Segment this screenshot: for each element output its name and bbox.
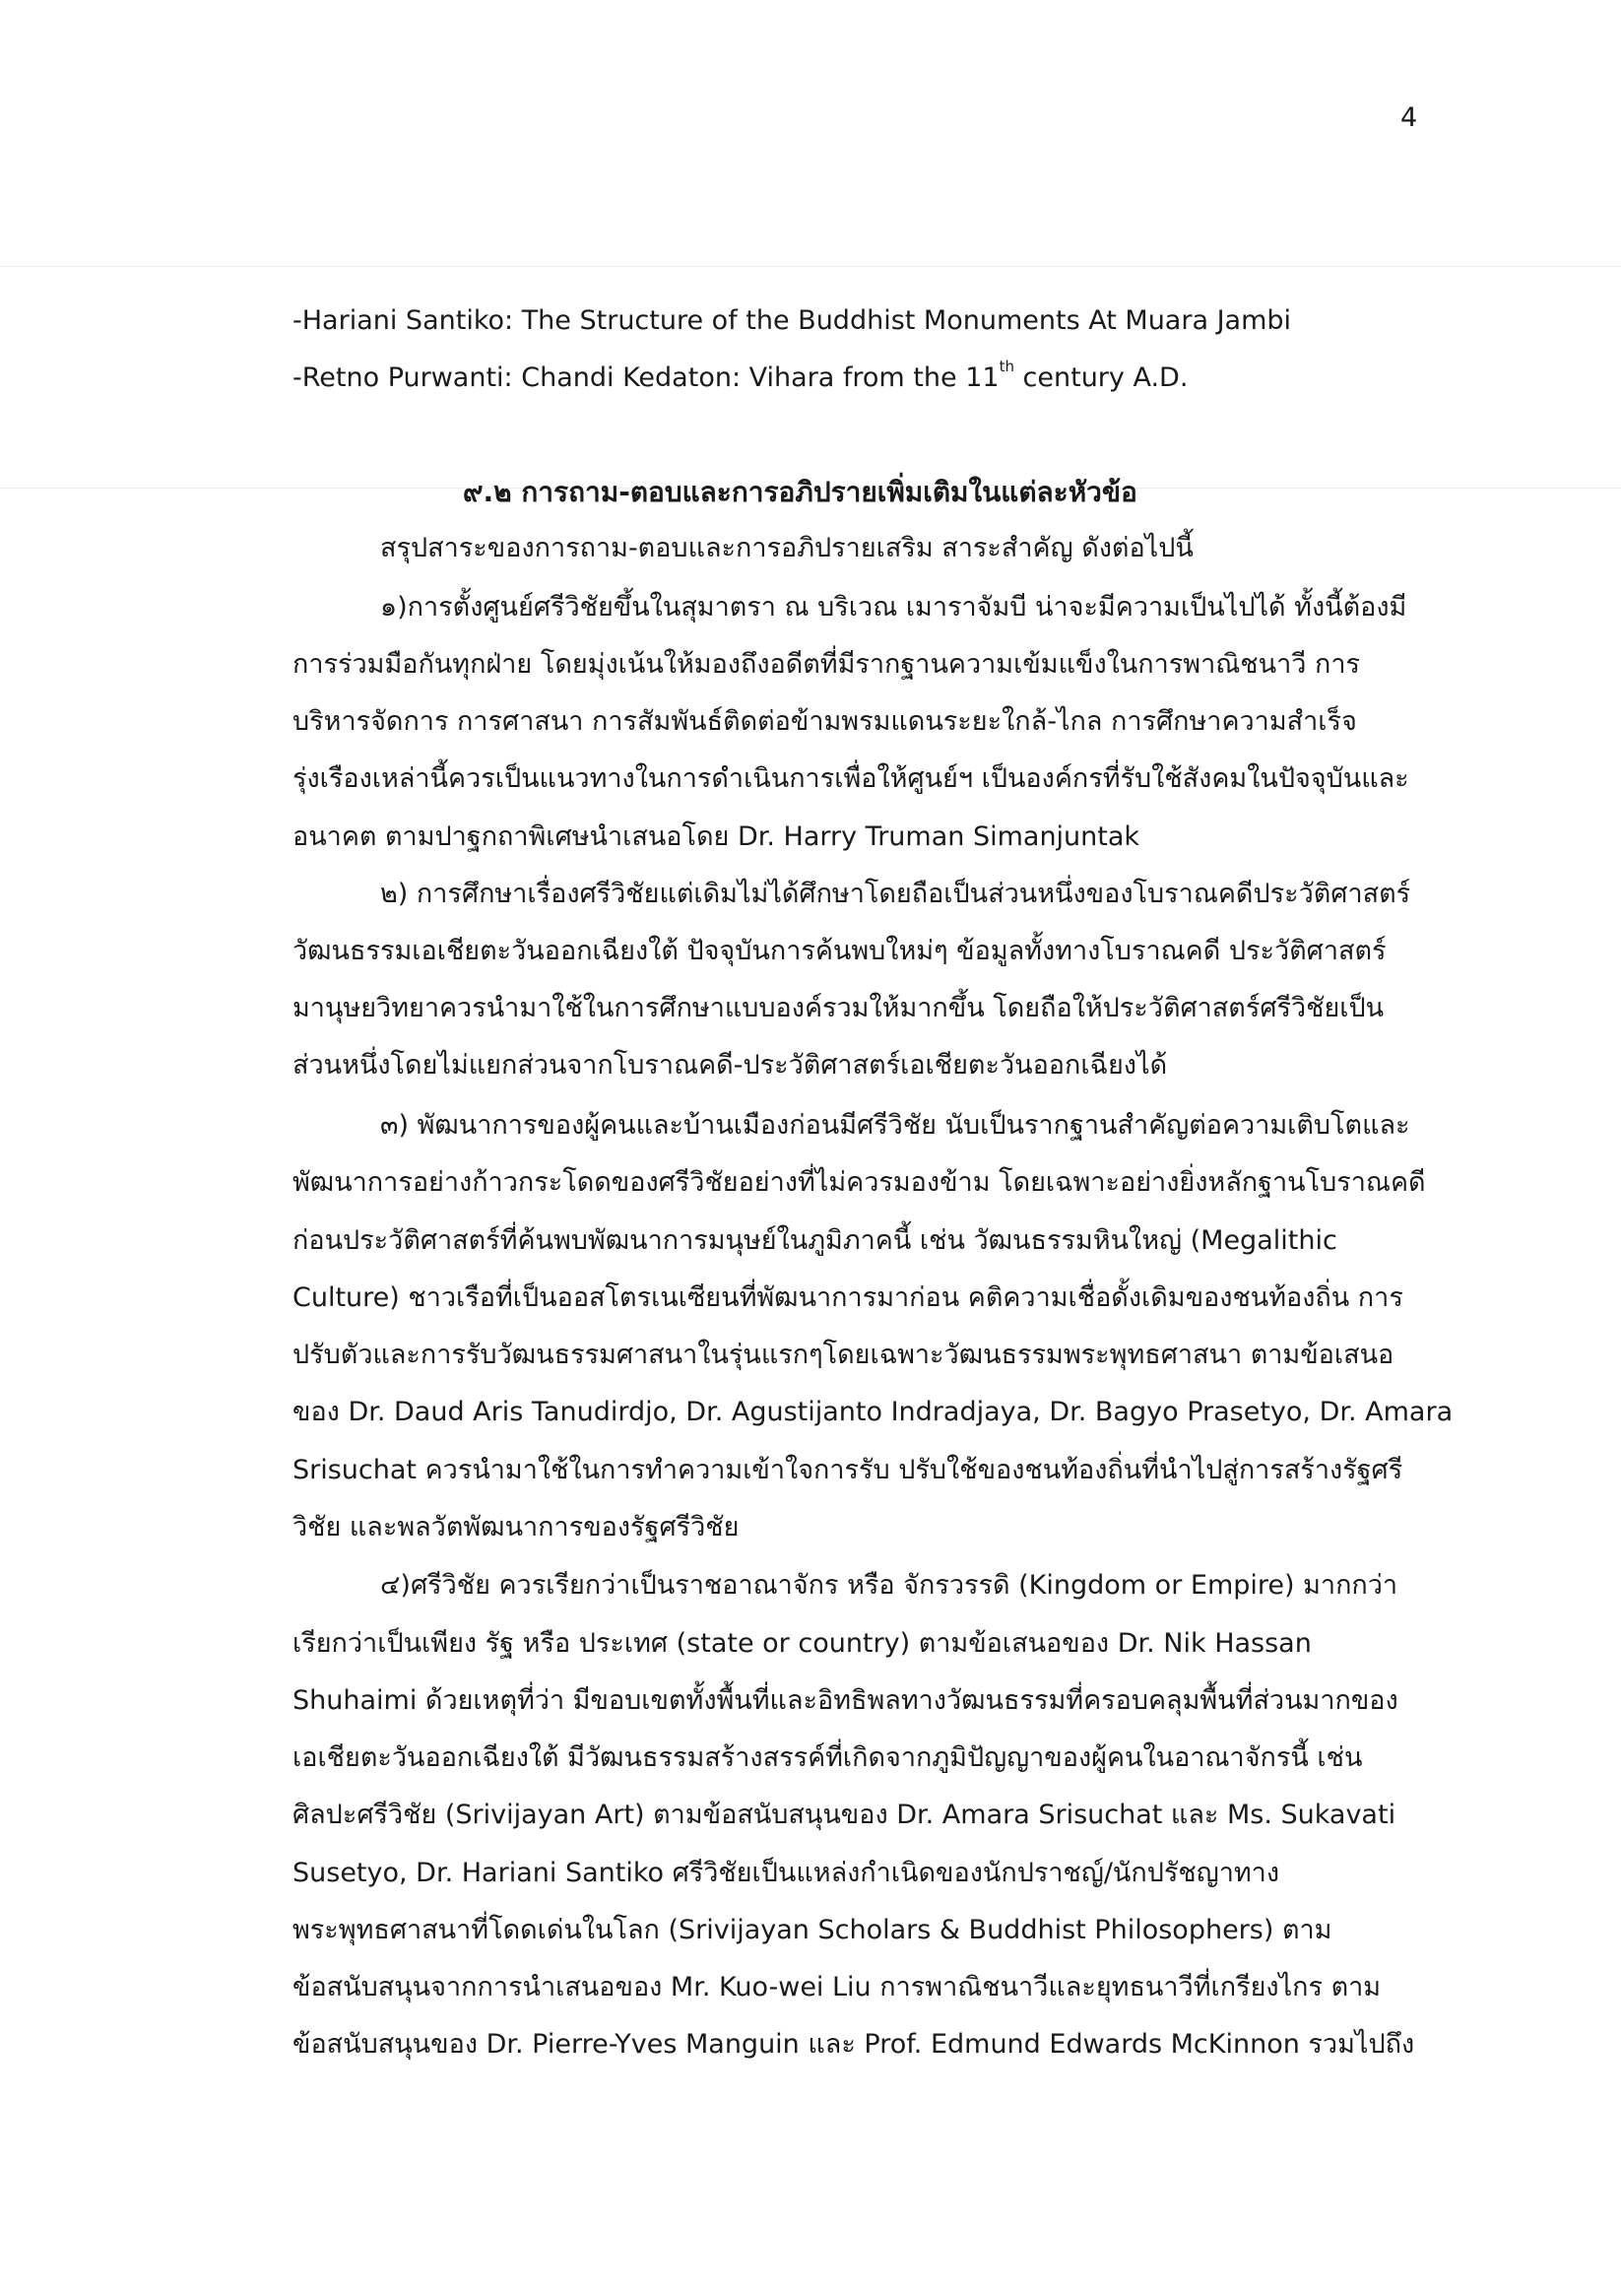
page-number: 4 — [1400, 102, 1418, 133]
paragraph-line: ปรับตัวและการรับวัฒนธรรมศาสนาในรุ่นแรกๆโดยเฉพาะวัฒนธรรมพระพุทธศาสนา ตามข้อเสนอ — [292, 1340, 1394, 1370]
paragraph-line: ๑)การตั้งศูนย์ศรีวิชัยขึ้นในสุมาตรา ณ บริเวณ เมาราจัมบี น่าจะมีความเป็นไปได้ ทั้งนี้ต้องมี — [380, 592, 1407, 623]
paragraph-line: วิชัย และพลวัตพัฒนาการของรัฐศรีวิชัย — [292, 1512, 740, 1542]
paragraph-line: อนาคต ตามปาฐกถาพิเศษนำเสนอโดย Dr. Harry Truman Simanjuntak — [292, 821, 1140, 852]
paragraph-line: ส่วนหนึ่งโดยไม่แยกส่วนจากโบราณคดี-ประวัติศาสตร์เอเชียตะวันออกเฉียงได้ — [292, 1050, 1168, 1081]
paragraph-line: เรียกว่าเป็นเพียง รัฐ หรือ ประเทศ (state or country) ตามข้อเสนอของ Dr. Nik Hassan — [292, 1628, 1312, 1659]
reference-line — [292, 297, 1291, 345]
reference-text: century A.D. — [1013, 362, 1189, 393]
paragraph-line: Susetyo, Dr. Hariani Santiko ศรีวิชัยเป็นแหล่งกำเนิดของนักปราชญ์/นักปรัชญาทาง — [292, 1858, 1280, 1888]
paragraph-line: Srisuchat ควรนำมาใช้ในการทำความเข้าใจการรับ ปรับใช้ของชนท้องถิ่นที่นำไปสู่การสร้างรัฐศรี — [292, 1455, 1403, 1485]
paragraph-line: ข้อสนับสนุนจากการนำเสนอของ Mr. Kuo-wei Liu การพาณิชนาวีและยุทธนาวีที่เกรียงไกร ตาม — [292, 1972, 1382, 2002]
section-heading: ๙.๒ การถาม-ตอบและการอภิปรายเพิ่มเติมในแต่ละหัวข้อ — [463, 476, 1137, 508]
paragraph-line: ก่อนประวัติศาสตร์ที่ค้นพบพัฒนาการมนุษย์ในภูมิภาคนี้ เช่น วัฒนธรรมหินใหญ่ (Megalithic — [292, 1225, 1337, 1256]
scan-artifact-line — [0, 266, 1621, 267]
paragraph-line: ข้อสนับสนุนของ Dr. Pierre-Yves Manguin และ Prof. Edmund Edwards McKinnon รวมไปถึง — [292, 2029, 1415, 2060]
reference-text: -Hariani Santiko: The Structure of the Buddhist Monuments At Muara Jambi — [292, 305, 1292, 336]
paragraph-line: ของ Dr. Daud Aris Tanudirdjo, Dr. Agustijanto Indradjaya, Dr. Bagyo Prasetyo, Dr. Amara — [292, 1397, 1454, 1427]
reference-line — [292, 355, 1188, 402]
paragraph-line: ๒) การศึกษาเรื่องศรีวิชัยแต่เดิมไม่ได้ศึกษาโดยถือเป็นส่วนหนึ่งของโบราณคดีประวัติศาสตร์ — [380, 879, 1411, 909]
superscript: th — [999, 358, 1014, 375]
paragraph-line: รุ่งเรืองเหล่านี้ควรเป็นแนวทางในการดำเนินการเพื่อให้ศูนย์ฯ เป็นองค์กรที่รับใช้สังคมในปัจจุบันและ — [292, 763, 1409, 794]
paragraph-line: ศิลปะศรีวิชัย (Srivijayan Art) ตามข้อสนับสนุนของ Dr. Amara Srisuchat และ Ms. Sukavati — [292, 1800, 1396, 1830]
paragraph-line: Shuhaimi ด้วยเหตุที่ว่า มีขอบเขตทั้งพื้นที่และอิทธิพลทางวัฒนธรรมที่ครอบคลุมพื้นที่ส่วนมากของ — [292, 1685, 1398, 1716]
paragraph-line: พระพุทธศาสนาที่โดดเด่นในโลก (Srivijayan Scholars & Buddhist Philosophers) ตาม — [292, 1915, 1332, 1945]
paragraph-line: มานุษยวิทยาควรนำมาใช้ในการศึกษาแบบองค์รวมให้มากขึ้น โดยถือให้ประวัติศาสตร์ศรีวิชัยเป็น — [292, 993, 1385, 1023]
paragraph-line: ๔)ศรีวิชัย ควรเรียกว่าเป็นราชอาณาจักร หรือ จักรวรรดิ (Kingdom or Empire) มากกว่า — [380, 1570, 1398, 1601]
paragraph-line: Culture) ชาวเรือที่เป็นออสโตรเนเซียนที่พัฒนาการมาก่อน คติความเชื่อดั้งเดิมของชนท้องถิ่น การ — [292, 1282, 1403, 1313]
paragraph-line: การร่วมมือกันทุกฝ่าย โดยมุ่งเน้นให้มองถึงอดีตที่มีรากฐานความเข้มแข็งในการพาณิชนาวี การ — [292, 649, 1360, 680]
paragraph-line: บริหารจัดการ การศาสนา การสัมพันธ์ติดต่อข้ามพรมแดนระยะใกล้-ไกล การศึกษาความสำเร็จ — [292, 706, 1357, 737]
paragraph-line: ๓) พัฒนาการของผู้คนและบ้านเมืองก่อนมีศรีวิชัย นับเป็นรากฐานสำคัญต่อความเติบโตและ — [380, 1110, 1410, 1141]
paragraph-line: เอเชียตะวันออกเฉียงใต้ มีวัฒนธรรมสร้างสรรค์ที่เกิดจากภูมิปัญญาของผู้คนในอาณาจักรนี้ เช่น — [292, 1742, 1363, 1773]
reference-text: -Retno Purwanti: Chandi Kedaton: Vihara from the 11 — [292, 362, 1000, 393]
paragraph-line: พัฒนาการอย่างก้าวกระโดดของศรีวิชัยอย่างที่ไม่ควรมองข้าม โดยเฉพาะอย่างยิ่งหลักฐานโบราณคดี — [292, 1167, 1426, 1198]
paragraph-line: วัฒนธรรมเอเชียตะวันออกเฉียงใต้ ปัจจุบันการค้นพบใหม่ๆ ข้อมูลทั้งทางโบราณคดี ประวัติศาสตร์ — [292, 936, 1387, 966]
paragraph-line: สรุปสาระของการถาม-ตอบและการอภิปรายเสริม สาระสำคัญ ดังต่อไปนี้ — [380, 533, 1194, 563]
